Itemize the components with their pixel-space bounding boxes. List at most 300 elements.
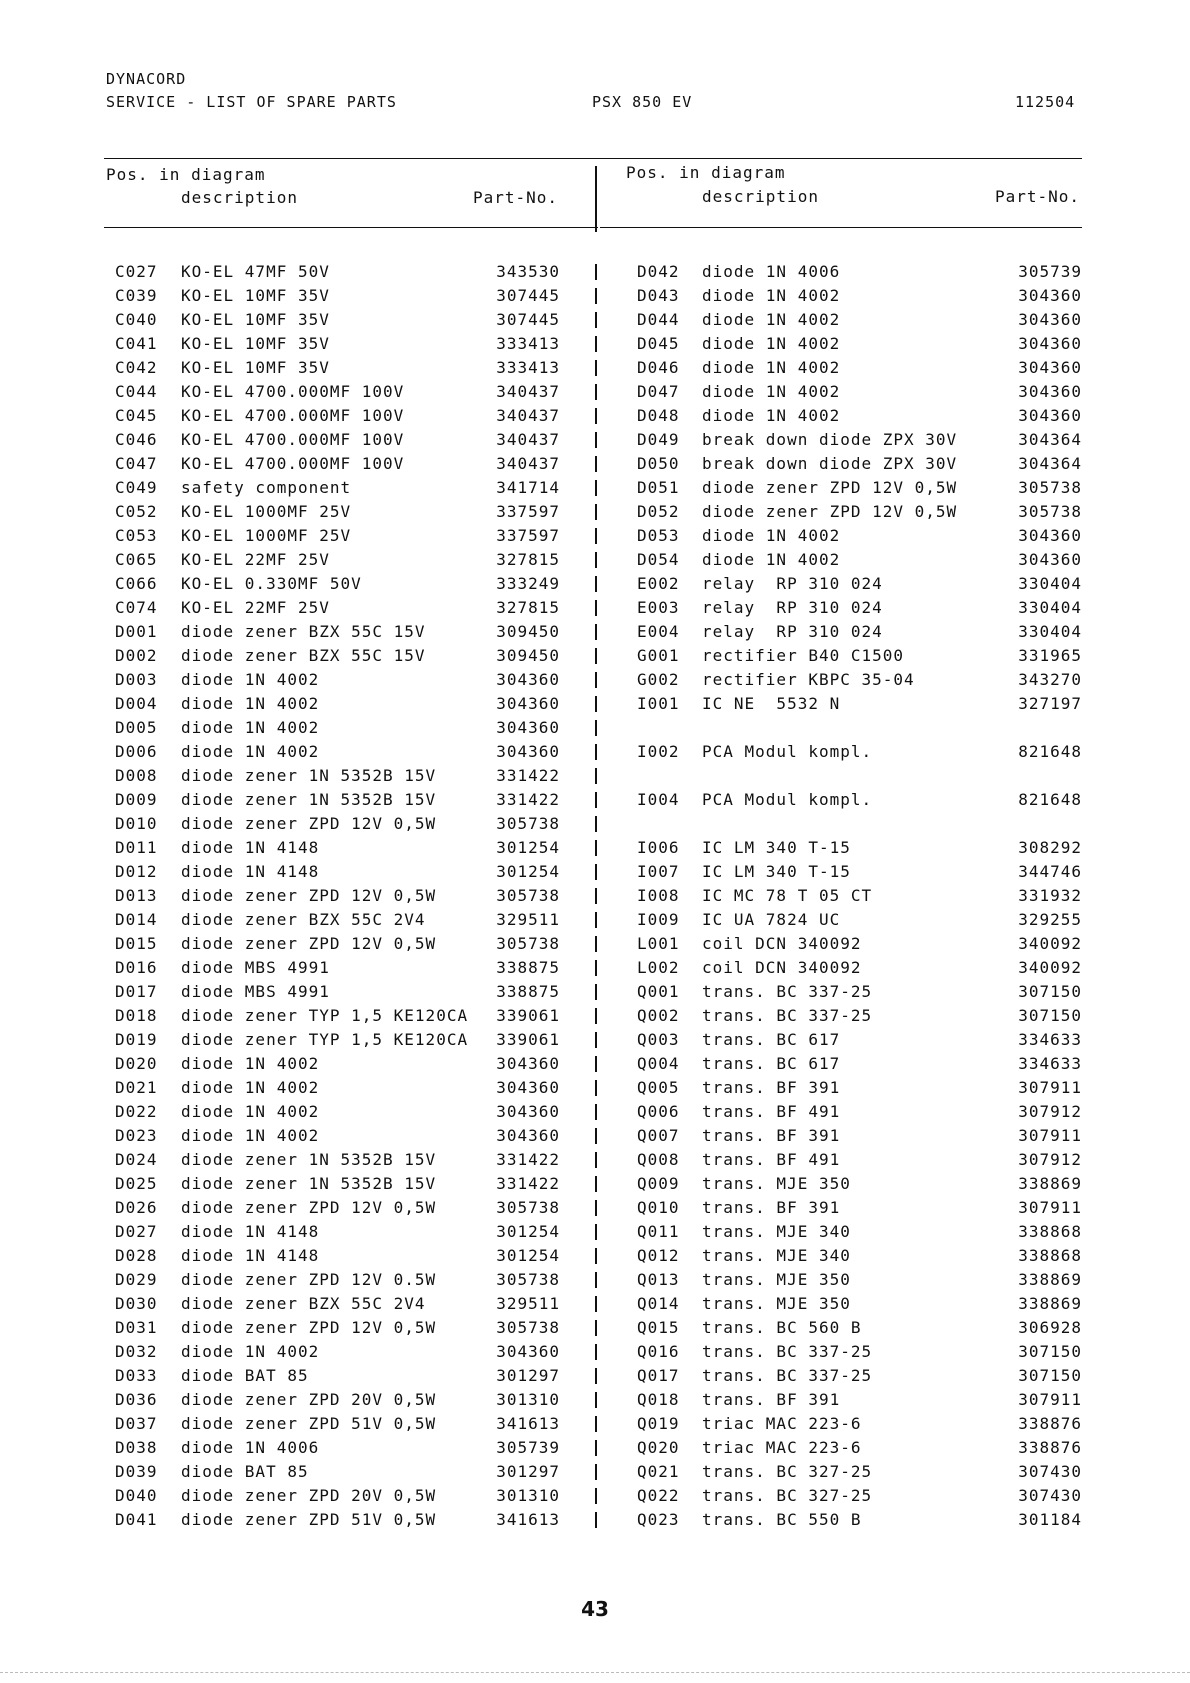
part-position: C041	[115, 334, 158, 353]
part-number: 305738	[496, 814, 560, 833]
part-number: 821648	[1018, 742, 1082, 761]
part-position: D019	[115, 1030, 158, 1049]
part-number: 305738	[496, 1270, 560, 1289]
part-description: diode 1N 4002	[181, 694, 320, 713]
part-number: 301297	[496, 1366, 560, 1385]
part-description: diode 1N 4148	[181, 1246, 320, 1265]
table-row	[0, 740, 1190, 764]
part-number: 330404	[1018, 598, 1082, 617]
part-description: trans. BC 327-25	[702, 1486, 873, 1505]
part-position: D015	[115, 934, 158, 953]
part-number: 307430	[1018, 1462, 1082, 1481]
part-position: D040	[115, 1486, 158, 1505]
table-row	[0, 644, 1190, 668]
part-number: 327815	[496, 550, 560, 569]
part-position: D001	[115, 622, 158, 641]
part-position: L001	[637, 934, 680, 953]
part-number: 338876	[1018, 1414, 1082, 1433]
part-description: diode 1N 4148	[181, 862, 320, 881]
part-description: trans. BC 337-25	[702, 1342, 873, 1361]
part-description: diode 1N 4002	[702, 310, 841, 329]
part-position: D021	[115, 1078, 158, 1097]
part-number: 338876	[1018, 1438, 1082, 1457]
part-description: trans. BC 617	[702, 1030, 841, 1049]
part-description: diode zener BZX 55C 2V4	[181, 910, 426, 929]
part-description: diode zener 1N 5352B 15V	[181, 766, 437, 785]
part-number: 305738	[496, 1198, 560, 1217]
part-description: diode 1N 4006	[181, 1438, 320, 1457]
part-description: diode 1N 4002	[181, 1126, 320, 1145]
part-description: PCA Modul kompl.	[702, 790, 873, 809]
part-number: 331422	[496, 766, 560, 785]
part-position: Q008	[637, 1150, 680, 1169]
part-description: break down diode ZPX 30V	[702, 454, 958, 473]
part-description: diode 1N 4002	[702, 526, 841, 545]
part-number: 330404	[1018, 574, 1082, 593]
part-description: diode zener BZX 55C 15V	[181, 646, 426, 665]
part-description: rectifier B40 C1500	[702, 646, 905, 665]
part-position: D048	[637, 406, 680, 425]
part-description: trans. BF 391	[702, 1126, 841, 1145]
page-number: 43	[581, 1597, 609, 1621]
part-position: Q009	[637, 1174, 680, 1193]
part-number: 307445	[496, 310, 560, 329]
part-number: 330404	[1018, 622, 1082, 641]
part-description: diode zener 1N 5352B 15V	[181, 1150, 437, 1169]
part-position: C045	[115, 406, 158, 425]
part-number: 329511	[496, 910, 560, 929]
part-position: D008	[115, 766, 158, 785]
table-row	[0, 620, 1190, 644]
part-number: 331422	[496, 1150, 560, 1169]
part-number: 340092	[1018, 934, 1082, 953]
part-description: IC LM 340 T-15	[702, 862, 851, 881]
part-position: D042	[637, 262, 680, 281]
table-row	[0, 1316, 1190, 1340]
part-description: diode BAT 85	[181, 1462, 309, 1481]
part-description: diode zener TYP 1,5 KE120CA	[181, 1030, 469, 1049]
part-description: diode 1N 4002	[181, 1102, 320, 1121]
part-description: trans. BC 337-25	[702, 1366, 873, 1385]
part-description: trans. BC 617	[702, 1054, 841, 1073]
part-position: D025	[115, 1174, 158, 1193]
part-number: 307911	[1018, 1390, 1082, 1409]
table-row	[0, 956, 1190, 980]
part-description: diode 1N 4002	[181, 718, 320, 737]
part-description: diode BAT 85	[181, 1366, 309, 1385]
part-description: coil DCN 340092	[702, 958, 862, 977]
part-description: trans. MJE 350	[702, 1174, 851, 1193]
part-position: I004	[637, 790, 680, 809]
part-description: diode 1N 4002	[181, 742, 320, 761]
part-position: C066	[115, 574, 158, 593]
part-position: D054	[637, 550, 680, 569]
part-number: 305738	[1018, 502, 1082, 521]
part-description: diode 1N 4002	[181, 1078, 320, 1097]
part-number: 304360	[496, 1342, 560, 1361]
table-row	[0, 1100, 1190, 1124]
part-number: 307911	[1018, 1126, 1082, 1145]
part-description: IC NE 5532 N	[702, 694, 841, 713]
part-position: D022	[115, 1102, 158, 1121]
part-position: C044	[115, 382, 158, 401]
part-position: Q002	[637, 1006, 680, 1025]
part-description: diode zener TYP 1,5 KE120CA	[181, 1006, 469, 1025]
part-description: diode zener 1N 5352B 15V	[181, 1174, 437, 1193]
part-description: KO-EL 10MF 35V	[181, 286, 330, 305]
part-number: 304360	[1018, 358, 1082, 377]
part-number: 301310	[496, 1486, 560, 1505]
part-description: diode zener 1N 5352B 15V	[181, 790, 437, 809]
part-description: trans. BC 337-25	[702, 982, 873, 1001]
part-position: D024	[115, 1150, 158, 1169]
part-number: 301297	[496, 1462, 560, 1481]
part-position: C074	[115, 598, 158, 617]
part-position: D050	[637, 454, 680, 473]
part-position: D031	[115, 1318, 158, 1337]
part-position: I002	[637, 742, 680, 761]
part-position: D003	[115, 670, 158, 689]
table-row	[0, 884, 1190, 908]
left-part-no-header: Part-No.	[473, 188, 559, 207]
part-position: D033	[115, 1366, 158, 1385]
part-position: D012	[115, 862, 158, 881]
table-row	[0, 476, 1190, 500]
part-number: 338868	[1018, 1246, 1082, 1265]
left-pos-header: Pos. in diagram	[106, 165, 266, 184]
part-position: D044	[637, 310, 680, 329]
table-row	[0, 500, 1190, 524]
table-row	[0, 332, 1190, 356]
part-number: 339061	[496, 1006, 560, 1025]
company-name: DYNACORD	[106, 70, 187, 88]
part-position: Q021	[637, 1462, 680, 1481]
part-description: trans. BF 491	[702, 1102, 841, 1121]
part-position: E002	[637, 574, 680, 593]
part-description: diode zener BZX 55C 15V	[181, 622, 426, 641]
part-description: coil DCN 340092	[702, 934, 862, 953]
part-position: I008	[637, 886, 680, 905]
part-description: IC LM 340 T-15	[702, 838, 851, 857]
part-description: PCA Modul kompl.	[702, 742, 873, 761]
part-description: KO-EL 4700.000MF 100V	[181, 430, 405, 449]
part-description: diode 1N 4002	[702, 406, 841, 425]
table-row	[0, 1196, 1190, 1220]
part-number: 333413	[496, 358, 560, 377]
table-row	[0, 308, 1190, 332]
part-number: 307911	[1018, 1198, 1082, 1217]
part-position: I006	[637, 838, 680, 857]
part-position: D013	[115, 886, 158, 905]
part-description: KO-EL 1000MF 25V	[181, 502, 352, 521]
part-number: 343270	[1018, 670, 1082, 689]
table-row	[0, 1388, 1190, 1412]
table-header-right-rule	[600, 227, 1082, 228]
part-description: trans. MJE 350	[702, 1270, 851, 1289]
part-position: I001	[637, 694, 680, 713]
part-number: 304360	[496, 718, 560, 737]
table-row	[0, 1436, 1190, 1460]
part-position: D004	[115, 694, 158, 713]
table-row	[0, 692, 1190, 716]
table-row	[0, 380, 1190, 404]
table-row	[0, 548, 1190, 572]
table-row	[0, 812, 1190, 836]
part-number: 304364	[1018, 430, 1082, 449]
page-edge	[0, 1672, 1190, 1673]
part-number: 333249	[496, 574, 560, 593]
table-row	[0, 1004, 1190, 1028]
part-description: KO-EL 4700.000MF 100V	[181, 406, 405, 425]
part-description: relay RP 310 024	[702, 622, 883, 641]
part-number: 334633	[1018, 1054, 1082, 1073]
part-number: 338875	[496, 958, 560, 977]
part-number: 301310	[496, 1390, 560, 1409]
part-description: KO-EL 47MF 50V	[181, 262, 330, 281]
part-number: 338875	[496, 982, 560, 1001]
part-position: D032	[115, 1342, 158, 1361]
table-row	[0, 1244, 1190, 1268]
part-number: 307150	[1018, 1006, 1082, 1025]
part-position: C027	[115, 262, 158, 281]
table-row	[0, 1292, 1190, 1316]
part-position: D039	[115, 1462, 158, 1481]
part-number: 309450	[496, 622, 560, 641]
part-number: 341613	[496, 1414, 560, 1433]
table-row	[0, 404, 1190, 428]
part-number: 307911	[1018, 1078, 1082, 1097]
part-number: 340437	[496, 382, 560, 401]
part-description: diode 1N 4002	[702, 550, 841, 569]
part-position: C039	[115, 286, 158, 305]
part-number: 340437	[496, 454, 560, 473]
part-description: KO-EL 1000MF 25V	[181, 526, 352, 545]
part-number: 305738	[496, 886, 560, 905]
part-position: D011	[115, 838, 158, 857]
model-name: PSX 850 EV	[592, 93, 693, 111]
part-position: D046	[637, 358, 680, 377]
part-number: 307430	[1018, 1486, 1082, 1505]
part-position: D029	[115, 1270, 158, 1289]
table-row	[0, 524, 1190, 548]
part-number: 307912	[1018, 1150, 1082, 1169]
part-position: Q020	[637, 1438, 680, 1457]
part-position: Q014	[637, 1294, 680, 1313]
table-row	[0, 1412, 1190, 1436]
part-description: diode 1N 4002	[181, 1342, 320, 1361]
part-position: D052	[637, 502, 680, 521]
part-position: D005	[115, 718, 158, 737]
part-description: diode zener ZPD 12V 0,5W	[702, 502, 958, 521]
table-row	[0, 1148, 1190, 1172]
part-position: D027	[115, 1222, 158, 1241]
table-row	[0, 980, 1190, 1004]
table-row	[0, 596, 1190, 620]
part-position: Q003	[637, 1030, 680, 1049]
part-number: 334633	[1018, 1030, 1082, 1049]
part-position: D017	[115, 982, 158, 1001]
part-position: G002	[637, 670, 680, 689]
part-number: 301184	[1018, 1510, 1082, 1529]
part-number: 331422	[496, 1174, 560, 1193]
table-row	[0, 1268, 1190, 1292]
part-position: C047	[115, 454, 158, 473]
part-number: 307150	[1018, 982, 1082, 1001]
part-description: diode zener ZPD 12V 0,5W	[702, 478, 958, 497]
part-position: C053	[115, 526, 158, 545]
part-position: Q004	[637, 1054, 680, 1073]
part-number: 338869	[1018, 1174, 1082, 1193]
part-description: diode zener ZPD 51V 0,5W	[181, 1414, 437, 1433]
part-position: D045	[637, 334, 680, 353]
part-description: diode 1N 4002	[702, 358, 841, 377]
part-description: KO-EL 22MF 25V	[181, 550, 330, 569]
part-description: safety component	[181, 478, 352, 497]
part-position: C049	[115, 478, 158, 497]
table-row	[0, 668, 1190, 692]
part-position: C042	[115, 358, 158, 377]
table-row	[0, 788, 1190, 812]
part-description: diode MBS 4991	[181, 982, 330, 1001]
part-number: 327815	[496, 598, 560, 617]
right-part-no-header: Part-No.	[995, 187, 1081, 206]
part-position: I009	[637, 910, 680, 929]
part-number: 327197	[1018, 694, 1082, 713]
part-number: 340437	[496, 406, 560, 425]
part-description: KO-EL 22MF 25V	[181, 598, 330, 617]
part-position: Q017	[637, 1366, 680, 1385]
document-title: SERVICE - LIST OF SPARE PARTS	[106, 93, 397, 111]
part-position: E004	[637, 622, 680, 641]
part-position: D006	[115, 742, 158, 761]
part-description: KO-EL 10MF 35V	[181, 334, 330, 353]
table-row	[0, 1340, 1190, 1364]
table-row	[0, 1172, 1190, 1196]
part-position: Q011	[637, 1222, 680, 1241]
part-number: 337597	[496, 502, 560, 521]
table-row	[0, 1076, 1190, 1100]
part-description: diode 1N 4002	[702, 382, 841, 401]
table-row	[0, 1220, 1190, 1244]
table-header-left-rule	[104, 227, 598, 228]
part-position: Q013	[637, 1270, 680, 1289]
part-position: Q012	[637, 1246, 680, 1265]
part-description: trans. MJE 340	[702, 1246, 851, 1265]
part-number: 331965	[1018, 646, 1082, 665]
part-position: D047	[637, 382, 680, 401]
part-number: 305739	[496, 1438, 560, 1457]
part-description: trans. MJE 350	[702, 1294, 851, 1313]
part-description: diode 1N 4002	[702, 286, 841, 305]
table-top-rule	[104, 158, 1082, 159]
part-position: D018	[115, 1006, 158, 1025]
part-description: break down diode ZPX 30V	[702, 430, 958, 449]
part-number: 304360	[1018, 526, 1082, 545]
part-position: Q019	[637, 1414, 680, 1433]
part-number: 305738	[1018, 478, 1082, 497]
left-description-header: description	[181, 188, 298, 207]
table-row	[0, 1484, 1190, 1508]
table-row	[0, 716, 1190, 740]
part-position: Q015	[637, 1318, 680, 1337]
part-description: diode 1N 4002	[702, 334, 841, 353]
part-position: C040	[115, 310, 158, 329]
part-description: diode zener ZPD 12V 0,5W	[181, 934, 437, 953]
part-number: 304360	[496, 1054, 560, 1073]
part-position: D038	[115, 1438, 158, 1457]
part-position: C046	[115, 430, 158, 449]
part-number: 301254	[496, 1246, 560, 1265]
part-number: 305738	[496, 934, 560, 953]
part-number: 305739	[1018, 262, 1082, 281]
table-row	[0, 356, 1190, 380]
part-description: trans. BC 327-25	[702, 1462, 873, 1481]
part-number: 340092	[1018, 958, 1082, 977]
table-row	[0, 860, 1190, 884]
right-parts-list	[0, 260, 1190, 1532]
part-description: IC UA 7824 UC	[702, 910, 841, 929]
part-description: diode zener ZPD 12V 0.5W	[181, 1270, 437, 1289]
part-position: Q018	[637, 1390, 680, 1409]
part-number: 338868	[1018, 1222, 1082, 1241]
part-description: diode zener ZPD 51V 0,5W	[181, 1510, 437, 1529]
part-description: trans. BF 391	[702, 1078, 841, 1097]
part-position: Q016	[637, 1342, 680, 1361]
part-position: D009	[115, 790, 158, 809]
part-number: 339061	[496, 1030, 560, 1049]
part-description: diode 1N 4006	[702, 262, 841, 281]
part-position: G001	[637, 646, 680, 665]
part-number: 341613	[496, 1510, 560, 1529]
part-position: D023	[115, 1126, 158, 1145]
part-description: diode zener BZX 55C 2V4	[181, 1294, 426, 1313]
part-number: 304360	[496, 670, 560, 689]
part-description: relay RP 310 024	[702, 598, 883, 617]
right-description-header: description	[702, 187, 819, 206]
part-number: 309450	[496, 646, 560, 665]
part-description: diode zener ZPD 20V 0,5W	[181, 1486, 437, 1505]
part-description: trans. BF 391	[702, 1390, 841, 1409]
part-number: 304360	[496, 694, 560, 713]
part-description: relay RP 310 024	[702, 574, 883, 593]
part-number: 308292	[1018, 838, 1082, 857]
part-position: D043	[637, 286, 680, 305]
part-position: Q005	[637, 1078, 680, 1097]
part-description: diode 1N 4002	[181, 1054, 320, 1073]
part-description: diode 1N 4002	[181, 670, 320, 689]
part-position: D010	[115, 814, 158, 833]
part-number: 301254	[496, 862, 560, 881]
part-number: 329511	[496, 1294, 560, 1313]
table-row	[0, 1508, 1190, 1532]
part-number: 304360	[496, 1126, 560, 1145]
column-divider	[595, 166, 597, 232]
part-position: Q023	[637, 1510, 680, 1529]
part-description: diode zener ZPD 12V 0,5W	[181, 814, 437, 833]
table-row	[0, 764, 1190, 788]
part-number: 304360	[1018, 382, 1082, 401]
part-position: D036	[115, 1390, 158, 1409]
part-description: trans. BF 491	[702, 1150, 841, 1169]
part-position: I007	[637, 862, 680, 881]
part-number: 304360	[1018, 286, 1082, 305]
part-number: 304360	[1018, 310, 1082, 329]
part-number: 307150	[1018, 1366, 1082, 1385]
part-number: 821648	[1018, 790, 1082, 809]
part-number: 338869	[1018, 1294, 1082, 1313]
part-description: KO-EL 0.330MF 50V	[181, 574, 362, 593]
part-position: D037	[115, 1414, 158, 1433]
